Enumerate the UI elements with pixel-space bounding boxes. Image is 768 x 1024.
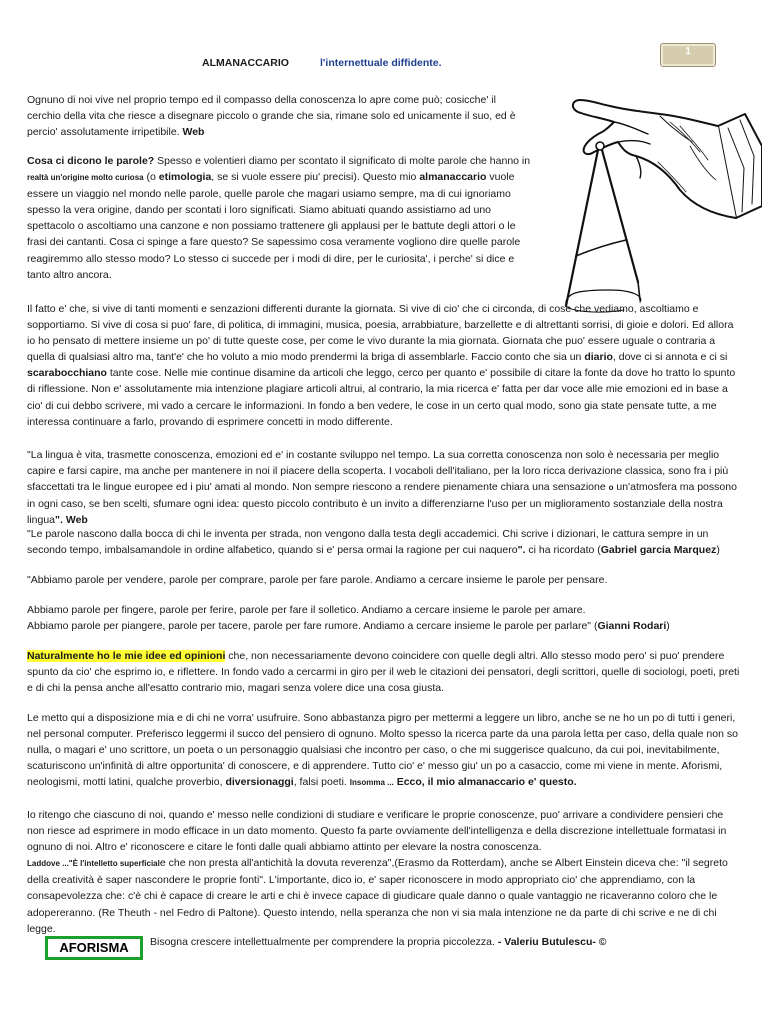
header-subtitle: l'internettuale diffidente. bbox=[320, 57, 442, 69]
page-number-badge bbox=[660, 43, 716, 67]
header-title: ALMANACCARIO bbox=[202, 57, 289, 69]
paragraph-rodari-1: "Abbiamo parole per vendere, parole per comprare, parole per fare parole. Andiamo a cercare insieme le parole per pensare. bbox=[27, 574, 608, 586]
quote-author: - Valeriu Butulescu- © bbox=[497, 936, 607, 948]
paragraph-usufruire: Le metto qui a disposizione mia e di chi ne vorra' usufruire. Sono abbastanza pigro per mettermi a leggere un libro, anche se ne ho un po di tutti i generi, nel personal computer. Preferisco leggermi il succo del pensiero di ognuno. Molto spesso la ricerca parte da una parola letta per caso, della quale non so nulla, o magari e' uno scrittore, un poeta o un personaggio qualsiasi che incontro per caso, o che mi suggerisce qualcuno, da cui poi, inevitabilmente, scaturiscono un'infinità di altre opportunita' di conoscere, e di apprendere. Tutto cio' e' messo giu' un po a casaccio, come mi viene in mente. Aforismi, neologismi, motti latini, qualche proverbio, diversionaggi, falsi poeti. Insomma ... Ecco, il mio almanaccario e' questo. bbox=[27, 712, 738, 789]
page-number: 1 bbox=[685, 46, 691, 57]
aforisma-quote: Bisogna crescere intellettualmente per comprendere la propria piccolezza. - Valeriu Butulescu- © bbox=[150, 936, 607, 948]
highlighted-text: Naturalmente ho le mie idee ed opinioni bbox=[27, 650, 226, 662]
paragraph-lingua: "La lingua è vita, trasmette conoscenza, emozioni ed e' in costante sviluppo nel tempo. La sua corretta conoscenza non solo è necessaria per meglio capire e farsi capire, ma anche per mantenere in noi il piacere della scoperta. I vocaboli dell'italiano, per la loro ricca derivazione classica, sono fra i più sfaccettati tra le lingue europee ed i piu' amati al mondo. Non sempre riescono a rendere pienamente chiara una sensazione o un'atmosfera ma possono in ogni caso, se ben scelti, sfumare ogni idea: questo piccolo contributo è un invito a differenziarne l'uso per un miglioramento sostanziale della nostra lingua". Web bbox=[27, 449, 737, 527]
paragraph-fatto: Il fatto e' che, si vive di tanti momenti e senzazioni differenti durante la giornata. Si vive di cio' che ci circonda, di cose che vediamo, ascoltiamo e sopportiamo. Si vive di cosa si puo' fare, di politica, di immagini, musica, poesia, arrabbiature, barzellette e di altrettanti sorrisi, di gioie e dolori. Ed allora io ho pensato di mettere insieme un po' di tutte queste cose, per come le vivo durante la mia giornata. Giornata che puo' essere uguale o contraria a quella di qualsiasi altro ma, tant'e' che ho voluto a mio modo prendermi la briga di assemblarle. Faccio conto che sia un diario, dove ci si annota e ci si scarabocchiano tante cose. Nelle mie continue disamine da articoli che leggo, cerco per quanto e' possibile di citare la fonte da dove ho tratto lo spunto di riflessione. Non e' assolutamente mia intenzione plagiare articoli altrui, al contrario, la mia ricerca e' fatta per dar voce alle mie emozioni ed in base a cio' di cui debbo scrivere, mi vado a cercare le informazioni. In fondo a ben vedere, le cose in un certo qual modo, sono gia state pensate tutte, a me interessa continuare a farlo, provando di esprimere concetti in modo differente. bbox=[27, 303, 736, 428]
paragraph-opinioni: Naturalmente ho le mie idee ed opinioni che, non necessariamente devono coincidere con quelle degli altri. Allo stesso modo pero' si puo' prendere spunto da cio' che esprimo io, e riflettere. In fondo vado a cercarmi in giro per il web le citazioni dei pensatori, degli scrittori, quelle di sociologi, poeti, preti e di chi la pensa anche all'esatto contrario mio, magari senza volere dice una cosa giusta. bbox=[27, 650, 740, 695]
paragraph-marquez: "Le parole nascono dalla bocca di chi le inventa per strada, non vengono dalla testa degli accademici. Chi scrive i dizionari, le cattura sempre in un secondo tempo, imbalsamandole in ordine alfabetico, quando si e' persa ormai la ragione per cui naquero". ci ha ricordato (Gabriel garcia Marquez) bbox=[27, 528, 720, 557]
paragraph-intro: Ognuno di noi vive nel proprio tempo ed il compasso della conoscenza lo apre come può; cosicche' il cerchio della vita che riesce a disegnare piccolo o grande che sia, rimane solo ed unicamente il suo, ed è percio' assolutamente irripetibile. Web bbox=[27, 94, 516, 139]
paragraph-rodari-2: Abbiamo parole per fingere, parole per ferire, parole per fare il solletico. Andiamo a cercare insieme le parole per amare. Abbiamo parole per piangere, parole per tacere, parole per fare rumore. Andiamo a cercare insieme le parole per parlare" (Gianni Rodari) bbox=[27, 604, 670, 633]
paragraph-ritengo: Io ritengo che ciascuno di noi, quando e' messo nelle condizioni di studiare e verificare le proprie conoscenze, puo' arrivare a condividere pensieri che non riesce ad esprimere in modo efficace in un dato momento. Questo fa parte ovviamente dell'intelligenza e della discrezione intellettuale formatasi in ognuno di noi. Altro e' riconoscere e citare le fonti dalle quali abbiamo attinto per elevare la nostra conoscenza. Laddove ..."È l'intelletto superficiale che non presta all'antichità la dovuta reverenza",(Erasmo da Rotterdam), anche se Albert Einstein diceva che: "il segreto della creatività è saper nascondere le proprie fonti". L'importante, dico io, e' saper riconoscere in modo appropriato cio' che apprendiamo, con la consapevolezza che: c'è chi è capace di creare le arti e chi è invece capace di giudicare quale danno o quale vantaggio ne ricaveranno coloro che le adopereranno. (Re Theuth - nel Fedro di Paltone). Questo intendo, nella speranza che non vi sia mala intenzione ne da parte di chi scrive e ne di chi legge. bbox=[27, 809, 728, 935]
hand-holding-compass-icon bbox=[540, 86, 762, 320]
aforisma-label: AFORISMA bbox=[45, 936, 143, 960]
paragraph-parole: Cosa ci dicono le parole? Spesso e volentieri diamo per scontato il significato di molte parole che hanno in realtà un'origine molto curiosa (o etimologia, se si vuole essere piu' precisi). Questo mio almanaccario vuole essere un viaggio nel mondo nelle parole, quelle parole che magari usiamo sempre, ma di cui ignoriamo spesso la vera origine, dando per scontati i loro significati. Siamo abituati quando assistiamo ad uno spettacolo o ascoltiamo una canzone e non possiamo trattenere gli applausi per le battute degli attori o le frasi dei cantanti. Cosa ci spinge a fare questo? Se sapessimo cosa veramente vogliono dire quelle parole reagiremmo allo stesso modo? Lo stesso ci succede per i modi di dire, per le curiosita', i perche' si dice e tanto altro ancora. bbox=[27, 155, 531, 281]
